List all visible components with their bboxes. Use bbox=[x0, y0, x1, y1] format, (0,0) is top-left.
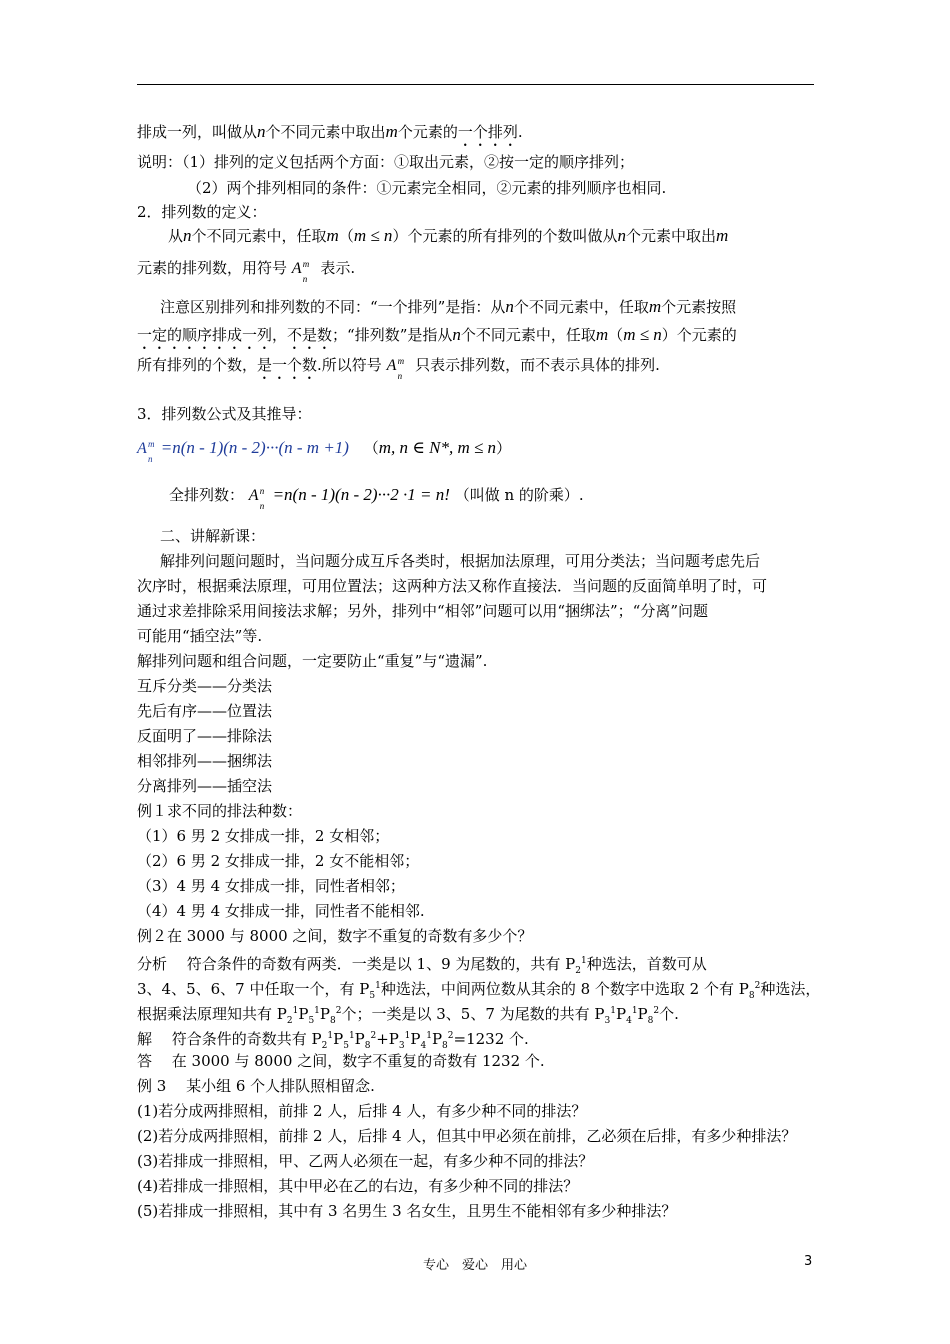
example-item: (1)若分成两排照相，前排 2 人，后排 4 人，有多少种不同的排法？ bbox=[137, 1102, 587, 1120]
header-rule bbox=[137, 84, 814, 85]
text-line: 解排列问题和组合问题，一定要防止“重复”与“遗漏”. bbox=[137, 652, 488, 670]
text-line: 解 符合条件的奇数共有 $P_2^1P_5^1P_8^2+P_3^1P_4^1P_8^2=1232$ 个. bbox=[137, 1030, 529, 1051]
example-item: （4）4 男 4 女排成一排，同性者不能相邻. bbox=[137, 902, 425, 920]
text-line: 所有排列的个数，是一个数.所以符号 A m n 只表示排列数，而不表示具体的排列. bbox=[137, 356, 660, 381]
page-footer: 专心 爱心 用心 bbox=[422, 1258, 527, 1273]
text-line: 根据乘法原理知共有 $P_2^1P_5^1P_8^2$个；一类是以 3、5、7 为尾数的共有 $P_3^1P_4^1P_8^2$个. bbox=[137, 1005, 679, 1026]
text-line: 说明：（1）排列的定义包括两个方面：①取出元素，②按一定的顺序排列； bbox=[137, 153, 635, 171]
A-symbol: A m n bbox=[386, 356, 405, 381]
text-line: 注意区别排列和排列数的不同：“一个排列”是指：从n个不同元素中，任取m个元素按照 bbox=[160, 297, 737, 316]
section-heading: 2．排列数的定义： bbox=[137, 203, 267, 221]
example-item: (4)若排成一排照相，其中甲必在乙的右边，有多少种不同的排法？ bbox=[137, 1177, 579, 1195]
example-item: （3）4 男 4 女排成一排，同性者相邻； bbox=[137, 877, 405, 895]
method-line: 先后有序——位置法 bbox=[137, 702, 273, 720]
example-title: 例２在 3000 与 8000 之间，数字不重复的奇数有多少个？ bbox=[137, 927, 533, 945]
text-line: 排成一列，叫做从n个不同元素中取出m个元素的一个排列. bbox=[137, 122, 523, 141]
formula-permutation: A m n =n(n - 1)(n - 2)···(n - m +1) （m, n ∈ N*, m ≤ n） bbox=[137, 438, 512, 464]
example-item: (5)若排成一排照相，其中有 3 名男生 3 名女生，且男生不能相邻有多少种排法？ bbox=[137, 1202, 677, 1220]
example-title: 例 3 某小组 6 个人排队照相留念. bbox=[137, 1077, 375, 1095]
method-line: 相邻排列——捆绑法 bbox=[137, 752, 273, 770]
example-item: (2)若分成两排照相，前排 2 人，后排 4 人，但其中甲必须在前排，乙必须在后排，有多少种排法？ bbox=[137, 1127, 797, 1145]
section-heading: 二、讲解新课： bbox=[160, 527, 266, 545]
section-heading: 3．排列数公式及其推导： bbox=[137, 405, 312, 423]
method-line: 反面明了——排除法 bbox=[137, 727, 273, 745]
text-line: 3、4、5、6、7 中任取一个，有 $P_5^1$种选法，中间两位数从其余的 8 个数字中选取 2 个有 $P_8^2$种选法， bbox=[137, 980, 821, 1001]
example-title: 例１求不同的排法种数： bbox=[137, 802, 303, 820]
text-line: 通过求差排除采用间接法求解；另外，排列中“相邻”问题可以用“捆绑法”；“分离”问题 bbox=[137, 602, 709, 620]
example-item: (3)若排成一排照相，甲、乙两人必须在一起，有多少种不同的排法？ bbox=[137, 1152, 594, 1170]
text-line: 次序时，根据乘法原理，可用位置法；这两种方法又称作直接法．当问题的反面简单明了时，可 bbox=[137, 577, 768, 595]
text-line: 一定的顺序排成一列，不是数；“排列数”是指从n个不同元素中，任取m（m ≤ n）个元素的 bbox=[137, 325, 737, 344]
text-line: 解排列问题问题时，当问题分成互斥各类时，根据加法原理，可用分类法；当问题考虑先后 bbox=[160, 552, 761, 570]
text-line: 分析 符合条件的奇数有两类．一类是以 1、9 为尾数的，共有 $P_2^1$种选法，首数可从 bbox=[137, 955, 707, 976]
A-symbol: A m n bbox=[291, 259, 310, 284]
formula-full-permutation: 全排列数： A n n =n(n - 1)(n - 2)···2 ·1 = n! （叫做 n 的阶乘）. bbox=[169, 485, 584, 511]
example-item: （1）6 男 2 女排成一排，2 女相邻； bbox=[137, 827, 390, 845]
text-line: （2）两个排列相同的条件：①元素完全相同，②元素的排列顺序也相同. bbox=[187, 179, 667, 197]
method-line: 互斥分类——分类法 bbox=[137, 677, 273, 695]
text-line: 从n个不同元素中，任取m（m ≤ n）个元素的所有排列的个数叫做从n个元素中取出m bbox=[168, 226, 729, 245]
page-number: 3 bbox=[804, 1254, 813, 1269]
text-line: 可能用“插空法”等. bbox=[137, 627, 263, 645]
text-line: 答 在 3000 与 8000 之间，数字不重复的奇数有 1232 个. bbox=[137, 1052, 545, 1070]
text-line: 元素的排列数，用符号 A m n 表示. bbox=[137, 259, 356, 284]
example-item: （2）6 男 2 女排成一排，2 女不能相邻； bbox=[137, 852, 420, 870]
method-line: 分离排列——插空法 bbox=[137, 777, 273, 795]
